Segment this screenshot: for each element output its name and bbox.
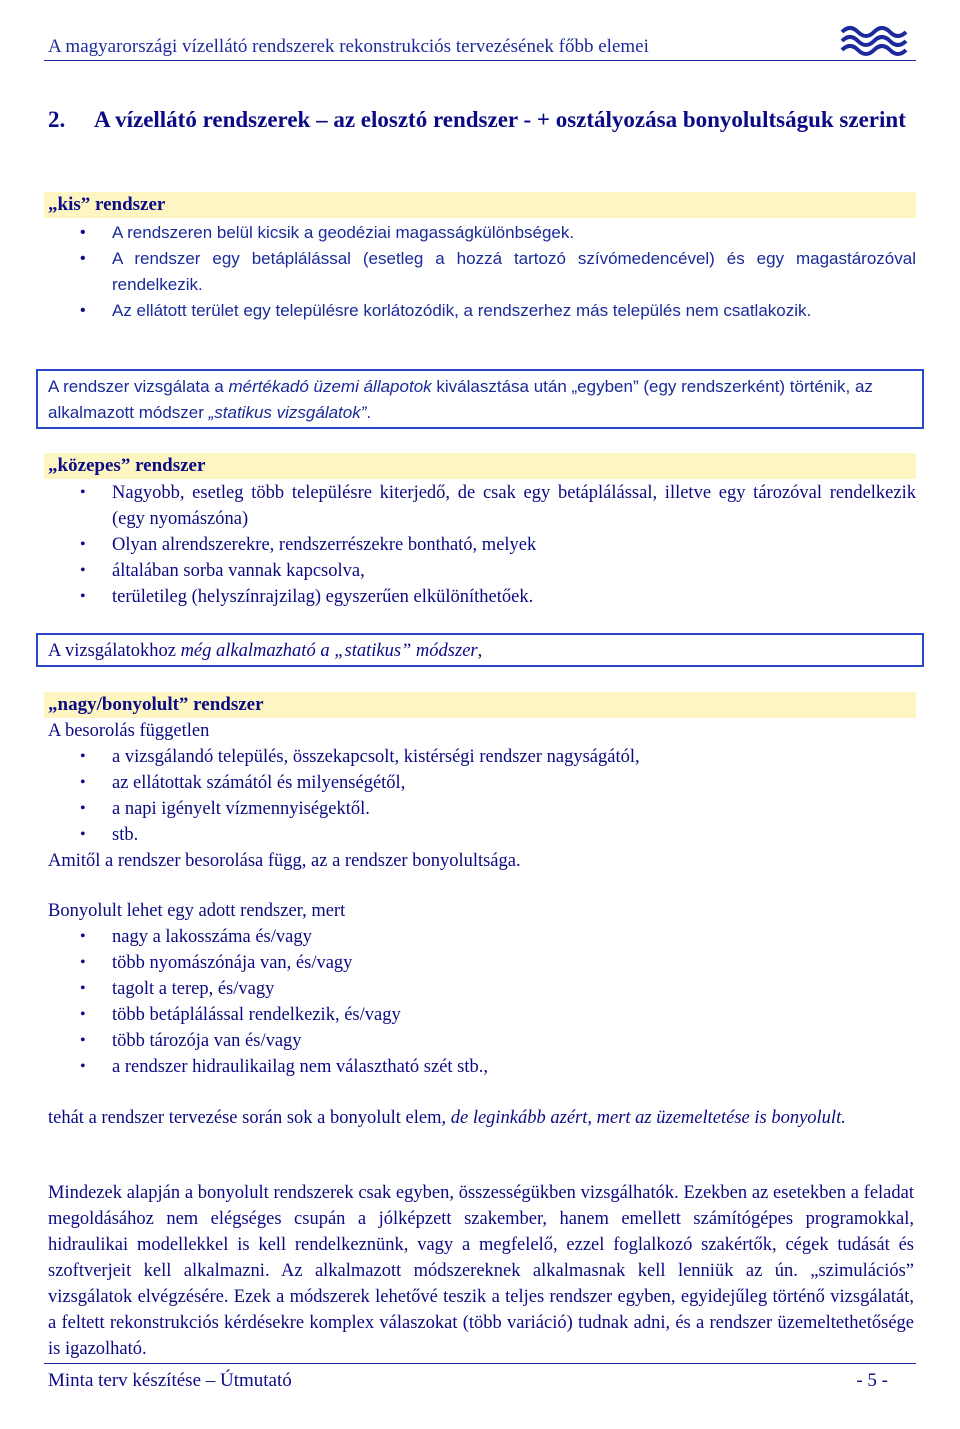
medium-system-list: [80, 480, 916, 610]
list-item: • a vizsgálandó település, összekapcsolt, kistérségi rendszer nagyságától,: [80, 744, 916, 770]
box-italic: mértékadó üzemi állapotok: [228, 377, 432, 396]
small-system-heading: „kis” rendszer: [44, 192, 916, 218]
section-number: 2.: [48, 107, 66, 132]
list-item: • több nyomászónája van, és/vagy: [80, 950, 916, 976]
complex-conclusion: [48, 1105, 914, 1131]
small-system-method-box: [36, 369, 924, 429]
list-item: • a napi igényelt vízmennyiségektől.: [80, 796, 916, 822]
list-item: • Olyan alrendszerekre, rendszerrészekre bontható, melyek: [80, 532, 916, 558]
header-rule: [44, 60, 916, 61]
complex-list: [80, 924, 916, 1080]
list-item: • tagolt a terep, és/vagy: [80, 976, 916, 1002]
list-item: • A rendszeren belül kicsik a geodéziai magasságkülönbségek.: [80, 220, 916, 246]
running-header: A magyarországi vízellátó rendszerek rekonstrukciós tervezésének főbb elemei: [48, 36, 649, 57]
list-item: • stb.: [80, 822, 916, 848]
complex-intro: Bonyolult lehet egy adott rendszer, mert: [48, 901, 346, 921]
large-system-heading: „nagy/bonyolult” rendszer: [44, 692, 916, 718]
list-item: • nagy a lakosszáma és/vagy: [80, 924, 916, 950]
list-item: • területileg (helyszínrajzilag) egyszerűen elkülöníthetőek.: [80, 584, 916, 610]
medium-system-method-box: [36, 633, 924, 667]
waves-icon: [838, 22, 910, 56]
conclusion-text: tehát a rendszer tervezése során sok a bonyolult elem,: [48, 1108, 451, 1128]
large-system-outro: Amitől a rendszer besorolása függ, az a rendszer bonyolultsága.: [48, 851, 521, 871]
box-text: kiválasztása után „egyben” (egy rendszerként) történik, az alkalmazott módszer: [48, 377, 873, 422]
section-title: [48, 104, 918, 135]
large-system-list: [80, 744, 916, 848]
large-system-intro: A besorolás független: [48, 721, 210, 741]
box-text: A vizsgálatokhoz: [48, 641, 181, 661]
small-system-list: [80, 220, 916, 350]
conclusion-italic: de leginkább azért, mert az üzemeltetése is bonyolult.: [450, 1108, 846, 1128]
list-item: • A rendszer egy betáplálással (esetleg a hozzá tartozó szívómedencével) és egy magastározóval rendelkezik.: [80, 246, 916, 298]
medium-system-heading: „közepes” rendszer: [44, 453, 916, 479]
page-number: - 5 -: [856, 1370, 888, 1391]
list-item: • az ellátottak számától és milyenségétől,: [80, 770, 916, 796]
list-item: • Nagyobb, esetleg több településre kiterjedő, de csak egy betáplálással, illetve egy tározóval rendelkezik (egy nyomászóna): [80, 480, 916, 532]
box-text: A rendszer vizsgálata a: [48, 377, 229, 396]
list-item: • általában sorba vannak kapcsolva,: [80, 558, 916, 584]
list-item: • több betáplálással rendelkezik, és/vagy: [80, 1002, 916, 1028]
box-italic: még alkalmazható a „statikus” módszer: [180, 641, 478, 661]
box-italic: „statikus vizsgálatok”: [208, 403, 367, 422]
footer-rule: [44, 1363, 916, 1364]
list-item: • több tározója van és/vagy: [80, 1028, 916, 1054]
box-text: ,: [477, 641, 483, 661]
box-text: .: [366, 403, 372, 422]
section-title-text: A vízellátó rendszerek – az elosztó rendszer - + osztályozása bonyolultságuk szerint: [94, 107, 906, 132]
footer-title: Minta terv készítése – Útmutató: [48, 1370, 292, 1391]
list-item: • Az ellátott terület egy településre korlátozódik, a rendszerhez más település nem csatlakozik.: [80, 298, 916, 350]
final-paragraph: Mindezek alapján a bonyolult rendszerek csak egyben, összességükben vizsgálhatók. Ezekben az esetekben a feladat megoldásához nem elégséges csupán a jólképzett szakember, hanem emellett számítógépes programokkal, hidraulikai modellekkel is kell rendelkeznünk, vagy a megfelelő, ezzel foglalkozó szakértők, cégek tudását és szoftverjeit kell alkalmazni. Az alkalmazott módszereknek alkalmasnak kell lenniük az ún. „szimulációs” vizsgálatok elvégzésére. Ezek a módszerek lehetővé teszik a teljes rendszer egyben, egyidejűleg történő vizsgálatát, a feltett rekonstrukciós kérdésekre komplex válaszokat (több variáció) tudnak adni, és a rendszer üzemeltethetősége is igazolható.: [48, 1183, 914, 1359]
list-item: • a rendszer hidraulikailag nem választható szét stb.,: [80, 1054, 916, 1080]
